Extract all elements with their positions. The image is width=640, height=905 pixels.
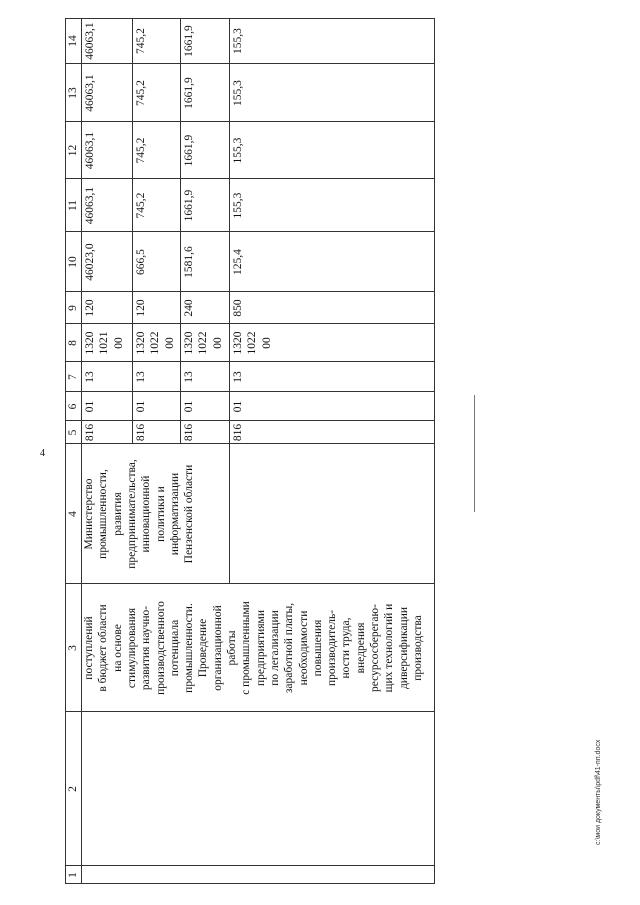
cell-c6: 01 bbox=[84, 400, 96, 413]
description-line: диверсификации bbox=[397, 606, 410, 690]
table-column-rule bbox=[65, 18, 435, 19]
table-column-rule bbox=[65, 391, 435, 392]
cell-c9: 240 bbox=[183, 299, 195, 317]
cell-c12: 745,2 bbox=[135, 137, 147, 164]
cell-c5: 816 bbox=[84, 423, 96, 442]
cell-c7: 13 bbox=[232, 371, 244, 383]
cell-c10: 125,4 bbox=[232, 249, 244, 275]
cell-c14: 155,3 bbox=[232, 28, 244, 54]
budget-table bbox=[65, 18, 435, 884]
cell-c8: 1022 bbox=[149, 331, 162, 355]
description-line: внедрения bbox=[354, 622, 367, 674]
cell-c8: 00 bbox=[163, 337, 176, 349]
table-column-rule bbox=[65, 231, 435, 232]
table-rule bbox=[132, 18, 133, 444]
description-line: заработной платы, bbox=[283, 602, 296, 694]
table-rule bbox=[180, 18, 181, 444]
footer-file-path: c:\мои документы\pdf\41-пп.docx bbox=[595, 739, 602, 845]
cell-c13: 745,2 bbox=[135, 80, 147, 106]
responsible-line: развития bbox=[111, 492, 124, 536]
column-number: 8 bbox=[67, 340, 79, 346]
description-line: ресурсосберегаю- bbox=[369, 604, 381, 692]
responsible-line: информатизации bbox=[168, 472, 181, 556]
responsible-line: Пензенской области bbox=[183, 464, 196, 564]
description-line: в бюджет области bbox=[97, 604, 110, 692]
cell-c8: 1022 bbox=[197, 331, 210, 355]
column-number: 3 bbox=[67, 645, 79, 651]
column-number: 9 bbox=[67, 305, 79, 311]
table-column-rule bbox=[65, 63, 435, 64]
cell-c8: 00 bbox=[112, 337, 125, 349]
cell-c9: 120 bbox=[84, 299, 96, 317]
cell-c10: 46023,0 bbox=[84, 243, 96, 281]
cell-c12: 1661,9 bbox=[183, 134, 195, 167]
cell-c6: 01 bbox=[135, 400, 147, 413]
cell-c13: 1661,9 bbox=[183, 77, 195, 109]
page-number: 4 bbox=[40, 448, 45, 459]
cell-c9: 850 bbox=[232, 299, 244, 317]
responsible-line: предпринимательства, bbox=[125, 459, 138, 569]
cell-c14: 1661,9 bbox=[183, 25, 195, 57]
description-line: предприятиями bbox=[254, 610, 267, 686]
table-column-rule bbox=[65, 178, 435, 179]
cell-c5: 816 bbox=[183, 423, 195, 442]
column-number: 4 bbox=[67, 511, 79, 517]
table-column-rule bbox=[65, 883, 435, 884]
table-column-rule bbox=[65, 121, 435, 122]
description-line: производственного bbox=[154, 601, 167, 695]
table-rule bbox=[434, 18, 435, 884]
cell-c11: 46063,1 bbox=[84, 186, 96, 225]
cell-c10: 1581,6 bbox=[183, 246, 195, 278]
cell-c8: 1022 bbox=[246, 331, 259, 355]
table-column-rule bbox=[65, 865, 435, 866]
description-line: с промышленными bbox=[240, 601, 253, 695]
column-number: 12 bbox=[67, 144, 79, 157]
column-number: 11 bbox=[67, 199, 79, 212]
description-line: необходимости bbox=[297, 610, 310, 686]
cell-c5: 816 bbox=[135, 423, 147, 442]
description-line: щих технологий и bbox=[383, 603, 396, 693]
column-number: 6 bbox=[67, 403, 79, 410]
description-line: стимулирования bbox=[125, 607, 138, 689]
column-number: 10 bbox=[67, 256, 79, 268]
cell-c8: 1021 bbox=[98, 331, 111, 355]
description-line: развития научно- bbox=[140, 605, 153, 691]
cell-c9: 120 bbox=[135, 299, 147, 317]
cell-c10: 666,5 bbox=[135, 249, 147, 275]
cell-c14: 745,2 bbox=[135, 28, 147, 54]
cell-c8: 1320 bbox=[183, 331, 195, 355]
cell-c7: 13 bbox=[84, 371, 96, 383]
description-line: поступлений bbox=[83, 616, 95, 680]
table-rule bbox=[229, 444, 230, 584]
cell-c13: 155,3 bbox=[232, 80, 244, 106]
cell-c14: 46063,1 bbox=[84, 22, 96, 60]
description-line: организационной bbox=[211, 605, 224, 691]
description-line: работы bbox=[226, 630, 238, 666]
cell-c7: 13 bbox=[135, 371, 147, 383]
cell-c5: 816 bbox=[232, 423, 244, 442]
description-line: повышения bbox=[311, 619, 324, 677]
column-number: 7 bbox=[67, 374, 79, 380]
column-number: 2 bbox=[67, 786, 79, 792]
table-rule bbox=[229, 18, 230, 444]
description-line: на основе bbox=[111, 624, 124, 672]
cell-c13: 46063,1 bbox=[84, 74, 96, 112]
table-column-rule bbox=[65, 291, 435, 292]
responsible-line: инновационной bbox=[140, 475, 153, 553]
separator-line bbox=[474, 395, 475, 512]
cell-c6: 01 bbox=[232, 400, 244, 413]
description-line: по легализации bbox=[268, 610, 281, 686]
responsible-line: политики и bbox=[154, 486, 167, 542]
cell-c6: 01 bbox=[183, 400, 195, 413]
cell-c8: 00 bbox=[211, 337, 224, 349]
cell-c8: 1320 bbox=[135, 331, 147, 355]
column-number: 5 bbox=[67, 429, 79, 436]
column-number: 13 bbox=[67, 87, 79, 99]
table-column-rule bbox=[65, 420, 435, 421]
cell-c8: 1320 bbox=[84, 331, 96, 355]
responsible-line: Министерство bbox=[83, 478, 95, 550]
cell-c12: 46063,1 bbox=[84, 131, 96, 170]
cell-c7: 13 bbox=[183, 371, 195, 383]
description-line: производства bbox=[411, 615, 424, 681]
description-line: ности труда, bbox=[340, 617, 353, 679]
cell-c11: 745,2 bbox=[135, 192, 147, 219]
responsible-line: промышленности, bbox=[97, 469, 110, 559]
cell-c12: 155,3 bbox=[232, 137, 244, 164]
description-line: Проведение bbox=[197, 618, 210, 678]
cell-c11: 155,3 bbox=[232, 192, 244, 219]
description-line: промышленности. bbox=[183, 603, 196, 693]
cell-c11: 1661,9 bbox=[183, 189, 195, 222]
description-line: производитель- bbox=[326, 609, 339, 687]
description-line: потенциала bbox=[168, 619, 181, 677]
cell-c8: 00 bbox=[260, 337, 273, 349]
column-number: 1 bbox=[67, 872, 79, 878]
cell-c8: 1320 bbox=[232, 331, 244, 355]
column-number: 14 bbox=[67, 35, 79, 47]
